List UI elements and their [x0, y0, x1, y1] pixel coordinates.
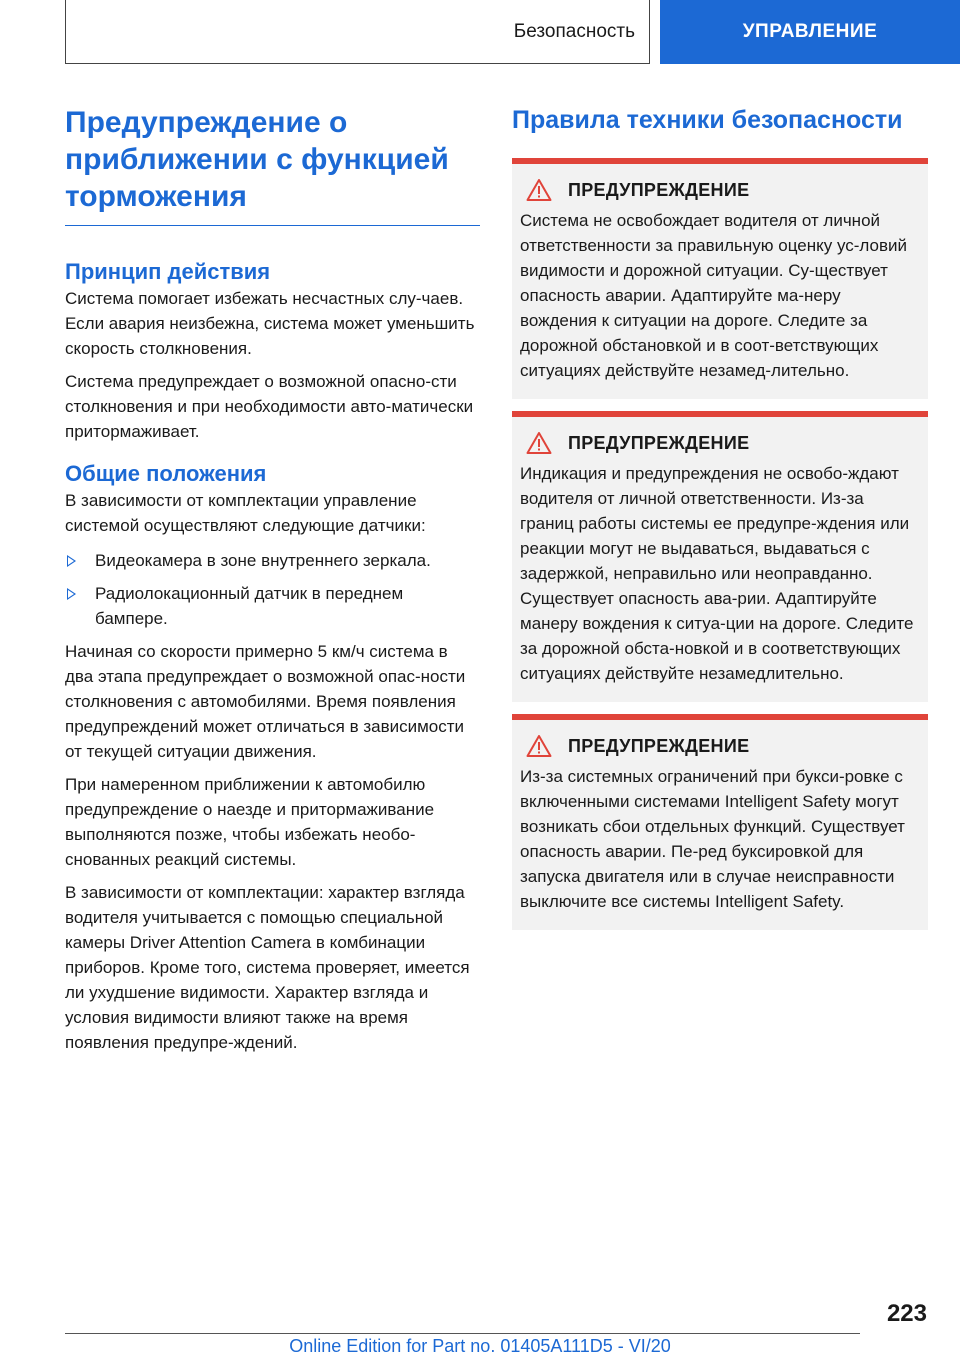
footer-edition[interactable]: Online Edition for Part no. 01405A111D5 - VI/20 [289, 1336, 671, 1356]
header-chapter-label: УПРАВЛЕНИЕ [742, 21, 878, 42]
warning-header [520, 734, 920, 758]
principle-paragraph: Система помогает избежать несчастных слу-чаев. Если авария неизбежна, система может уменьшить скорость столкновения. [65, 289, 475, 358]
warning-box [512, 158, 928, 399]
list-item [65, 581, 480, 631]
general-section [65, 460, 480, 1055]
warning-title: ПРЕДУПРЕЖДЕНИЕ [568, 432, 750, 453]
footer-divider [65, 1333, 860, 1334]
warning-header [520, 431, 920, 455]
left-column [65, 104, 480, 1055]
header-chapter-tab[interactable] [660, 0, 960, 64]
triangle-bullet-icon [67, 555, 76, 567]
safety-title: Правила техники безопасности [512, 106, 903, 134]
page-title: Предупреждение о приближении с функцией торможения [65, 104, 480, 226]
warning-header [520, 178, 920, 202]
warning-triangle-icon [526, 734, 552, 758]
general-paragraph: Начиная со скорости примерно 5 км/ч система в два этапа предупреждает о возможной опас-ности столкновения с автомобилями. Время появления предупреждений может отличаться в зависимости от текущей ситуации движения. [65, 642, 466, 761]
warning-triangle-icon [526, 431, 552, 455]
principle-heading: Принцип действия [65, 259, 271, 284]
page-number: 223 [886, 1300, 927, 1327]
warning-triangle-icon [526, 178, 552, 202]
principle-section [65, 258, 480, 444]
warning-text: Из-за системных ограничений при букси-ровке с включенными системами Intelligent Safety могут возникать сбои отдельных функций. Существует опасность аварии. Пе-ред буксировкой для запуска двигателя или в случае неисправности выключите все системы Intelligent Safety. [520, 767, 905, 911]
header-section-tab[interactable] [65, 0, 650, 64]
list-item-text: Видеокамера в зоне внутреннего зеркала. [95, 551, 431, 570]
general-paragraph: При намеренном приближении к автомобилю предупреждение о наезде и притормаживание выполняются позже, чтобы избежать необо-снованных реакций системы. [65, 775, 435, 869]
header-section-label: Безопасность [513, 20, 635, 42]
warning-box [512, 411, 928, 702]
general-paragraph: В зависимости от комплектации: характер взгляда водителя учитывается с помощью специальной камеры Driver Attention Camera в комбинации приборов. Кроме того, система проверяет, имеется ли ухудшение видимости. Характер взгляда и условия видимости влияют также на время появления предупре-ждений. [65, 883, 470, 1052]
warning-title: ПРЕДУПРЕЖДЕНИЕ [568, 179, 750, 200]
general-intro: В зависимости от комплектации управление системой осуществляют следующие датчики: [65, 491, 426, 535]
list-item [65, 548, 480, 573]
right-column [512, 104, 928, 942]
sensor-list [65, 548, 480, 631]
warning-text: Индикация и предупреждения не освобо-ждают водителя от личной ответственности. Из-за границ работы системы ее предупре-ждения или реакции могут не выдаваться, выдаваться с задержкой, неправильно или неоправданно. Существует опасность ава-рии. Адаптируйте манеру вождения к ситуа-ции на дороге. Следите за дорожной обста-новкой и в соответствующих ситуациях действуйте незамедлительно. [520, 464, 914, 683]
warning-title: ПРЕДУПРЕЖДЕНИЕ [568, 735, 750, 756]
triangle-bullet-icon [67, 588, 76, 600]
list-item-text: Радиолокационный датчик в переднем бампере. [95, 584, 404, 628]
general-heading: Общие положения [65, 461, 267, 486]
warning-box [512, 714, 928, 930]
principle-paragraph: Система предупреждает о возможной опасно-сти столкновения и при необходимости авто-матически притормаживает. [65, 372, 474, 441]
warning-text: Система не освобождает водителя от личной ответственности за правильную оценку ус-ловий видимости и дорожной ситуации. Су-ществует опасность аварии. Адаптируйте ма-неру вождения к ситуации на дороге. Следите за дорожной обстановкой и в соот-ветствующих ситуациях действуйте незамед-лительно. [520, 211, 908, 380]
